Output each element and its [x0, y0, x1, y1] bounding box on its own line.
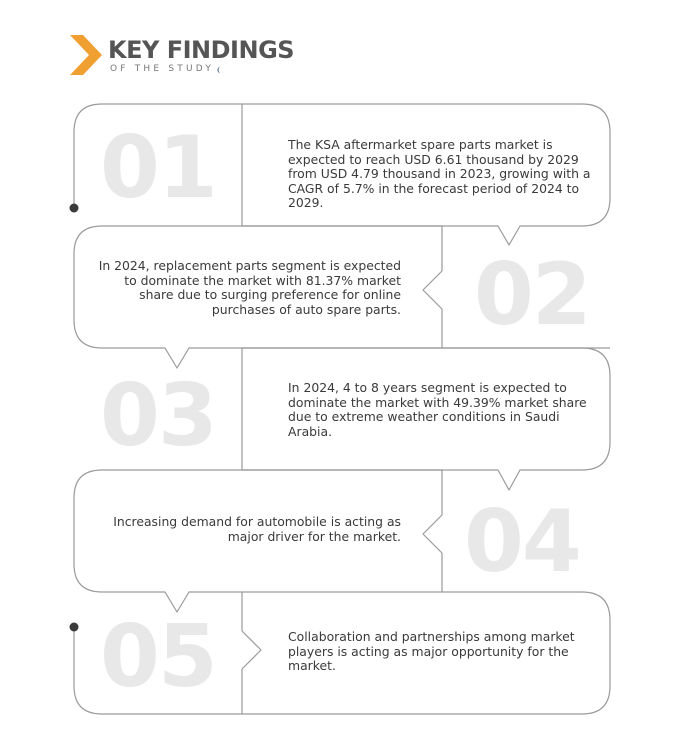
- finding-box-04-pointer: [423, 515, 442, 553]
- finding-text-01: The KSA aftermarket spare parts market is expected to reach USD 6.61 thousand by 2029 from USD 4.79 thousand in 2023, growing with a CAGR of 5.7% in the forecast period of 2024 to 2029.: [288, 137, 591, 210]
- finding-text-03: In 2024, 4 to 8 years segment is expected to dominate the market with 49.39% market share due to extreme weather conditions in Saudi Arabia.: [288, 380, 587, 439]
- finding-number-05: 05: [100, 607, 216, 707]
- timeline-dot-end: [70, 623, 79, 632]
- finding-text-02: In 2024, replacement parts segment is expected to dominate the market with 81.37% market share due to surging preference for online purchases of auto spare parts.: [98, 258, 401, 317]
- finding-number-01: 01: [100, 118, 216, 218]
- finding-number-04: 04: [464, 492, 580, 592]
- timeline-dot-start: [70, 204, 79, 213]
- chevron-right-icon: [70, 35, 102, 75]
- crescent-icon: [216, 66, 224, 74]
- finding-box-02-pointer: [423, 271, 442, 309]
- finding-number-02: 02: [474, 245, 590, 345]
- finding-number-03: 03: [100, 366, 216, 466]
- finding-text-04: Increasing demand for automobile is acting as major driver for the market.: [113, 514, 401, 544]
- page-subtitle: OF THE STUDY: [110, 64, 214, 74]
- page-title: KEY FINDINGS: [108, 36, 295, 64]
- finding-box-05-pointer: [242, 631, 261, 669]
- finding-text-05: Collaboration and partnerships among market players is acting as major opportunity for the market.: [288, 629, 575, 673]
